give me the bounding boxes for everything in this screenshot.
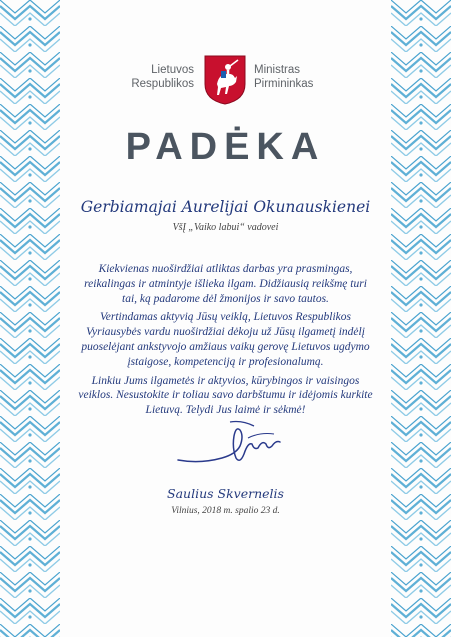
certificate-body	[70, 262, 381, 422]
certificate-title: PADĖKA	[125, 126, 326, 168]
body-paragraph-3	[70, 374, 381, 418]
body-line: veiklos. Nesustokite ir toliau savo darbštumu ir idėjomis kurkite	[78, 389, 373, 402]
body-paragraph-2	[70, 310, 381, 369]
signer-name: Saulius Skvernelis	[167, 486, 284, 501]
letterhead	[60, 40, 391, 110]
vytis-coat-of-arms-icon	[203, 54, 247, 106]
right-ornamental-border	[391, 0, 451, 637]
body-line: Vertindamas aktyvią Jūsų veiklą, Lietuvos Respublikos	[99, 311, 352, 324]
body-line: įstaigose, kompetenciją ir profesionalumą.	[127, 355, 324, 368]
body-line: Lietuvą. Telydi Jus laimė ir sėkmė!	[145, 404, 306, 417]
letterhead-right-line-2: Pirmininkas	[254, 78, 314, 90]
body-line: Linkiu Jums ilgametės ir aktyvios, kūrybingos ir vaisingos	[91, 374, 360, 387]
letterhead-left-line-2: Respublikos	[131, 78, 194, 90]
body-line: puoselėjant ankstyvojo amžiaus vaikų gerovę Lietuvos ugdymo	[81, 340, 370, 353]
body-paragraph-1	[70, 262, 381, 306]
letterhead-right-line-1: Ministras	[254, 64, 301, 76]
body-line: Vyriausybės vardu nuoširdžiai dėkoju už Jūsų ilgametį indėlį	[86, 326, 365, 339]
recipient-organization: VšĮ „Vaiko labui“ vadovei	[172, 222, 279, 233]
place-and-date: Vilnius, 2018 m. spalio 23 d.	[171, 506, 280, 516]
body-line: Kiekvienas nuoširdžiai atliktas darbas yra prasmingas,	[98, 263, 353, 275]
handwritten-signature	[170, 418, 288, 478]
body-line: reikalingas ir atmintyje išlieka ilgam. Didžiausią reikšmę turi	[84, 277, 367, 290]
recipient-name: Gerbiamajai Aurelijai Okunauskienei	[80, 198, 371, 216]
letterhead-left-line-1: Lietuvos	[151, 64, 194, 76]
letterhead-left-text	[131, 63, 194, 91]
letterhead-right-text	[254, 63, 313, 91]
body-line: tai, ką padarome dėl žmonijos ir savo tautos.	[122, 292, 329, 305]
left-ornamental-border	[0, 0, 60, 637]
